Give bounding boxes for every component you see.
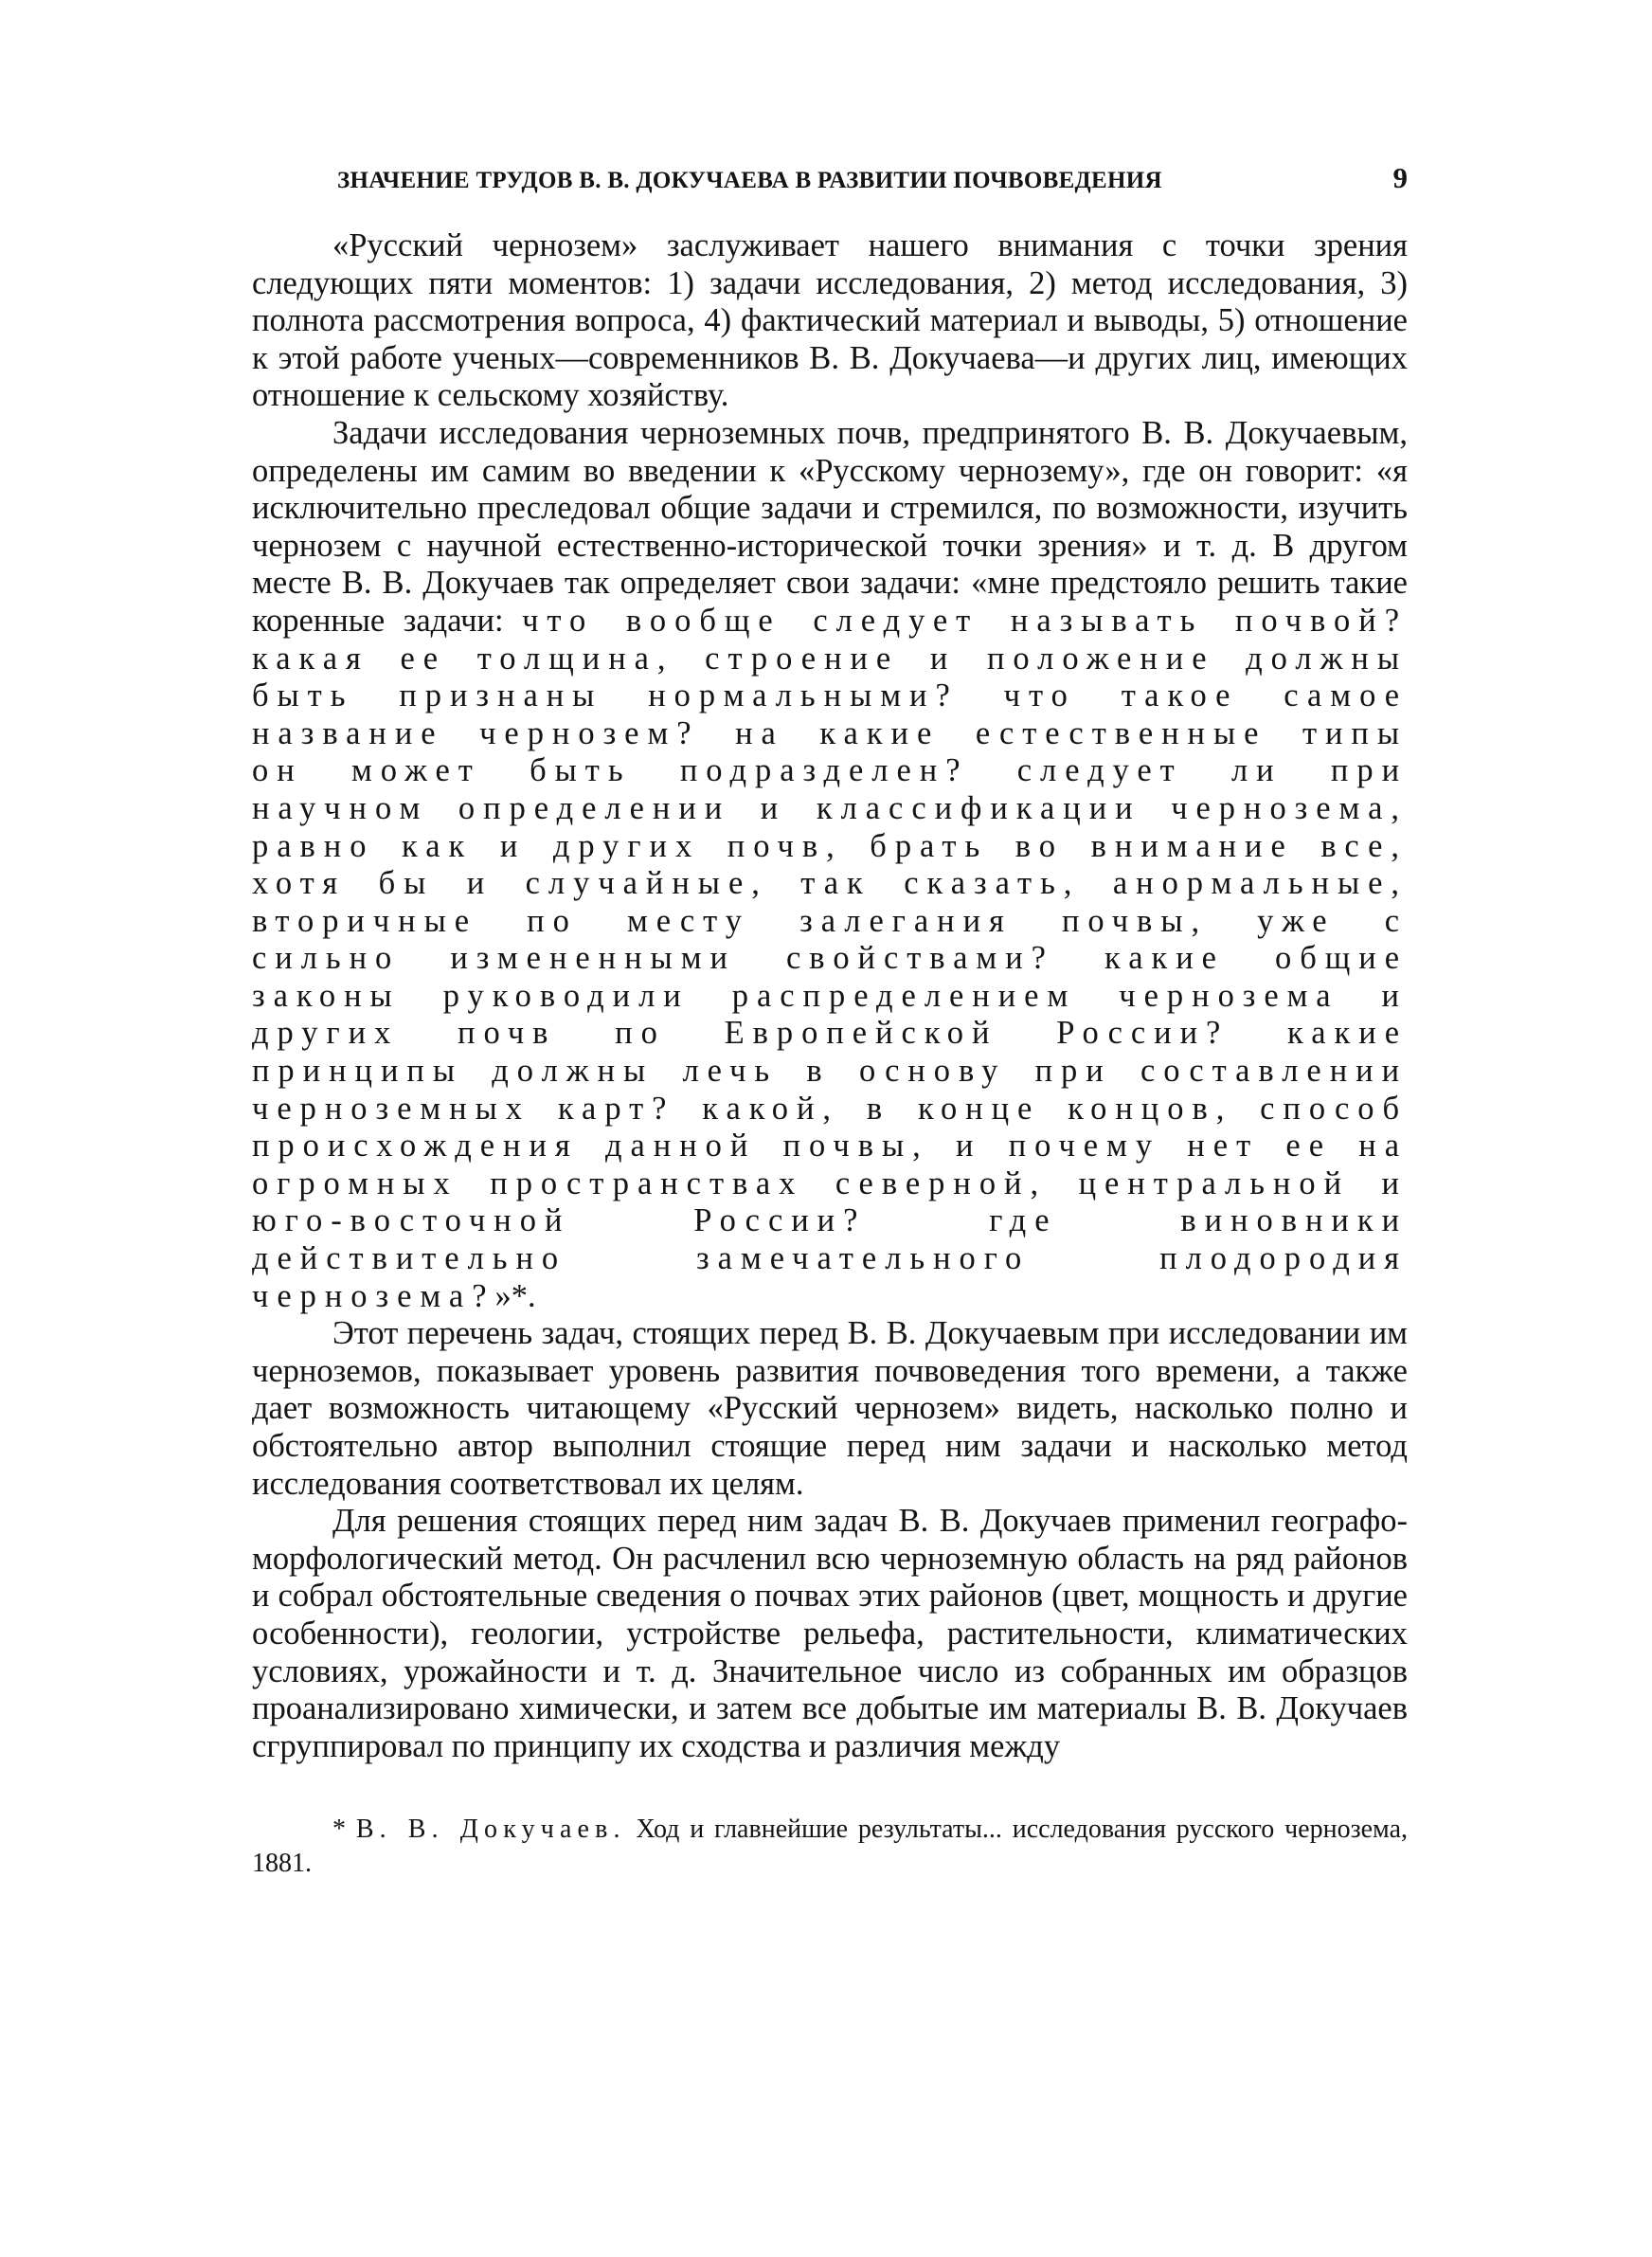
footnote-marker: *	[332, 1815, 356, 1845]
footnote	[252, 1813, 1408, 1881]
quote-close: »*.	[494, 1277, 536, 1314]
footnote-text: Ход и главнейшие результаты... исследования русского чернозема, 1881.	[252, 1815, 1409, 1879]
quoted-questions: что вообще следует называть почвой? какая ее толщина, строение и положение должны быть признаны нормальными? что такое самое название чернозем? на какие естественные типы он может быть подразделен? следует ли при научном определении и классификации чернозема, равно как и других почв, брать во внимание все, хотя бы и случайные, так сказать, анормальные, вторичные по месту залегания почвы, уже с сильно измененными свойствами? какие общие законы руководили распределением чернозема и других почв по Европейской России? какие принципы должны лечь в основу при составлении черноземных карт? какой, в конце концов, способ происхождения данной почвы, и почему нет ее на огромных пространствах северной, центральной и юго-восточной России? где виновники действительно замечательного плодородия чернозема?	[252, 602, 1408, 1314]
paragraph-2	[252, 415, 1408, 1315]
footnote-author: В. В. Докучаев.	[355, 1815, 626, 1845]
running-head	[252, 161, 1408, 199]
paragraph-2-intro: Задачи исследования черноземных почв, предпринятого В. В. Докучаевым, определены им самим во введении к «Русскому чернозему», где он говорит: «я исключительно преследовал общие задачи и стремился, по возможности, изучить чернозем с научной естественно-исторической точки зрения» и т. д. В другом месте В. В. Докучаев так определяет свои задачи: «мне предстояло решить такие коренные задачи:	[252, 414, 1408, 639]
paragraph-4: Для решения стоящих перед ним задач В. В. Докучаев применил географо-морфологический метод. Он расчленил всю черноземную область на ряд районов и собрал обстоятельные сведения о почвах этих районов (цвет, мощность и другие особенности), геологии, устройстве рельефа, растительности, климатических условиях, урожайности и т. д. Значительное число из собранных им образцов проанализировано химически, и затем все добытые им материалы В. В. Докучаев сгруппировал по принципу их сходства и различия между	[252, 1503, 1408, 1764]
paragraph-1: «Русский чернозем» заслуживает нашего внимания с точки зрения следующих пяти моментов: 1) задачи исследования, 2) метод исследования, 3) полнота рассмотрения вопроса, 4) фактический материал и выводы, 5) отношение к этой работе ученых—современников В. В. Докучаева—и других лиц, имеющих отношение к сельскому хозяйству.	[252, 227, 1408, 414]
footnote-separator	[252, 1765, 1408, 1813]
running-title: ЗНАЧЕНИЕ ТРУДОВ В. В. ДОКУЧАЕВА В РАЗВИТИИ ПОЧВОВЕДЕНИЯ	[337, 168, 1162, 193]
paragraph-3: Этот перечень задач, стоящих перед В. В. Докучаевым при исследовании им черноземов, показывает уровень развития почвоведения того времени, а также дает возможность читающему «Русский чернозем» видеть, насколько полно и обстоятельно автор выполнил стоящие перед ним задачи и насколько метод исследования соответствовал их целям.	[252, 1315, 1408, 1502]
page-number: 9	[1392, 161, 1408, 194]
body-text	[252, 227, 1408, 1765]
book-page	[252, 161, 1408, 2151]
